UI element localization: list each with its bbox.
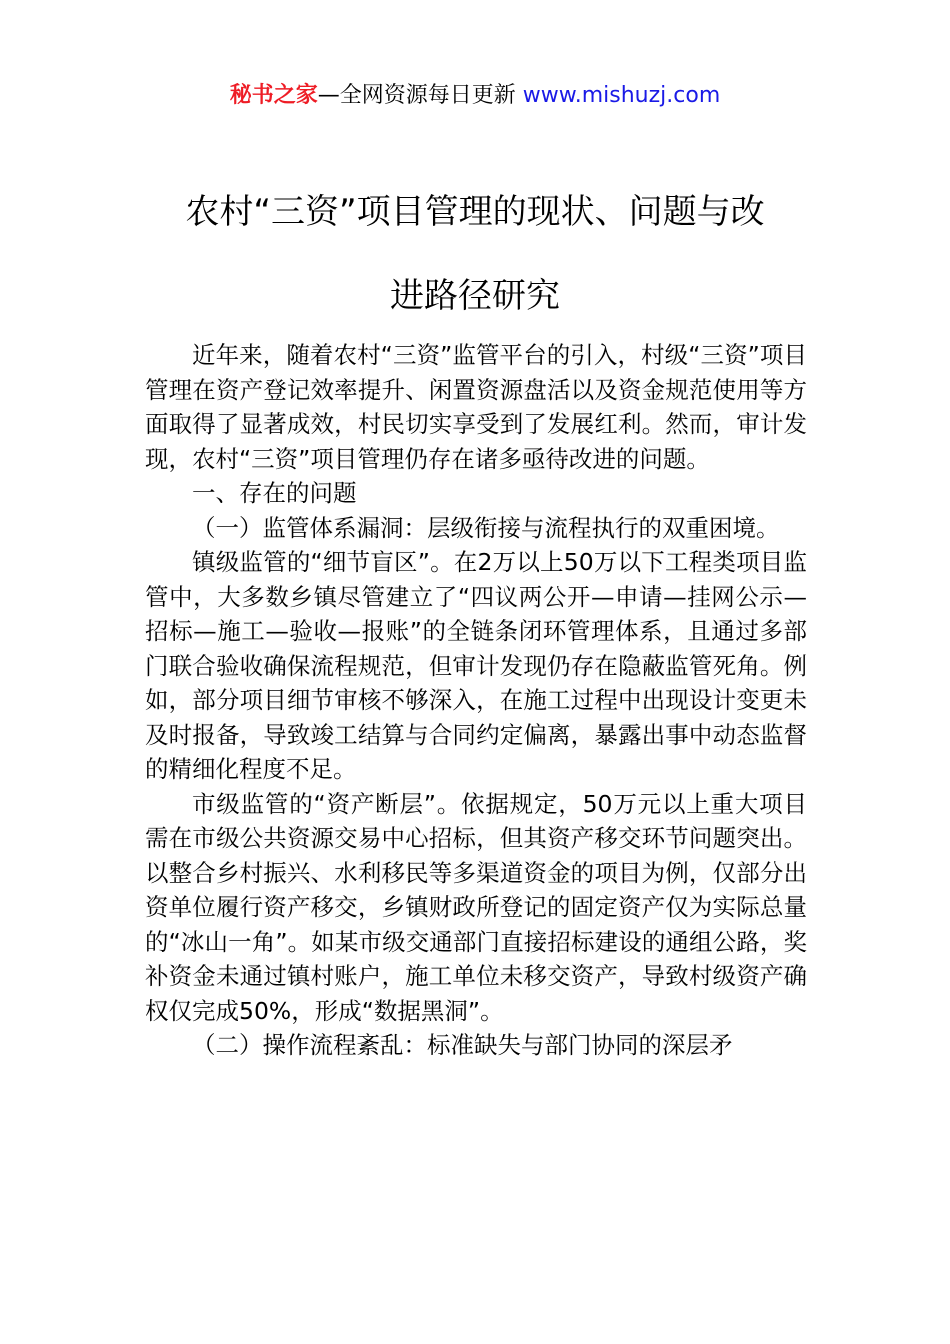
paragraph-town-supervision: 镇级监管的“细节盲区”。在2万以上50万以下工程类项目监管中，大多数乡镇尽管建立了“四议两公开—申请—挂网公示—招标—施工—验收—报账”的全链条闭环管理体系，且通过多部门联合验收确保流程规范，但审计发现仍存在隐蔽监管死角。例如，部分项目细节审核不够深入，在施工过程中出现设计变更未及时报备，导致竣工结算与合同约定偏离，暴露出事中动态监督的精细化程度不足。 [145,548,807,783]
heading-section-1: 一、存在的问题 [192,479,357,507]
paragraph-city-supervision: 市级监管的“资产断层”。依据规定，50万元以上重大项目需在市级公共资源交易中心招标，但其资产移交环节问题突出。以整合乡村振兴、水利移民等多渠道资金的项目为例，仅部分出资单位履行资产移交，乡镇财政所登记的固定资产仅为实际总量的“冰山一角”。如某市级交通部门直接招标建设的通组公路，奖补资金未通过镇村账户，施工单位未移交资产，导致村级资产确权仅完成50%，形成“数据黑洞”。 [145,789,807,1025]
document-title-line-2: 进路径研究 [390,276,560,316]
document-title-line-1: 农村“三资”项目管理的现状、问题与改 [185,192,765,232]
heading-subsection-1: （一）监管体系漏洞：层级衔接与流程执行的双重困境。 [192,513,780,542]
paragraph-intro: 近年来，随着农村“三资”监管平台的引入，村级“三资”项目管理在资产登记效率提升、闲置资源盘活以及资金规范使用等方面取得了显著成效，村民切实享受到了发展红利。然而，审计发现，农村“三资”项目管理仍存在诸多亟待改进的问题。 [145,341,807,473]
heading-subsection-2: （二）操作流程紊乱：标准缺失与部门协同的深层矛 [192,1031,733,1059]
site-header [0,78,950,114]
document-body [145,338,807,1063]
site-brand: 秘书之家 [229,83,318,108]
site-url-link[interactable]: www.mishuzj.com [522,83,721,108]
document-title [100,170,850,338]
site-tagline: —全网资源每日更新 [317,83,523,108]
